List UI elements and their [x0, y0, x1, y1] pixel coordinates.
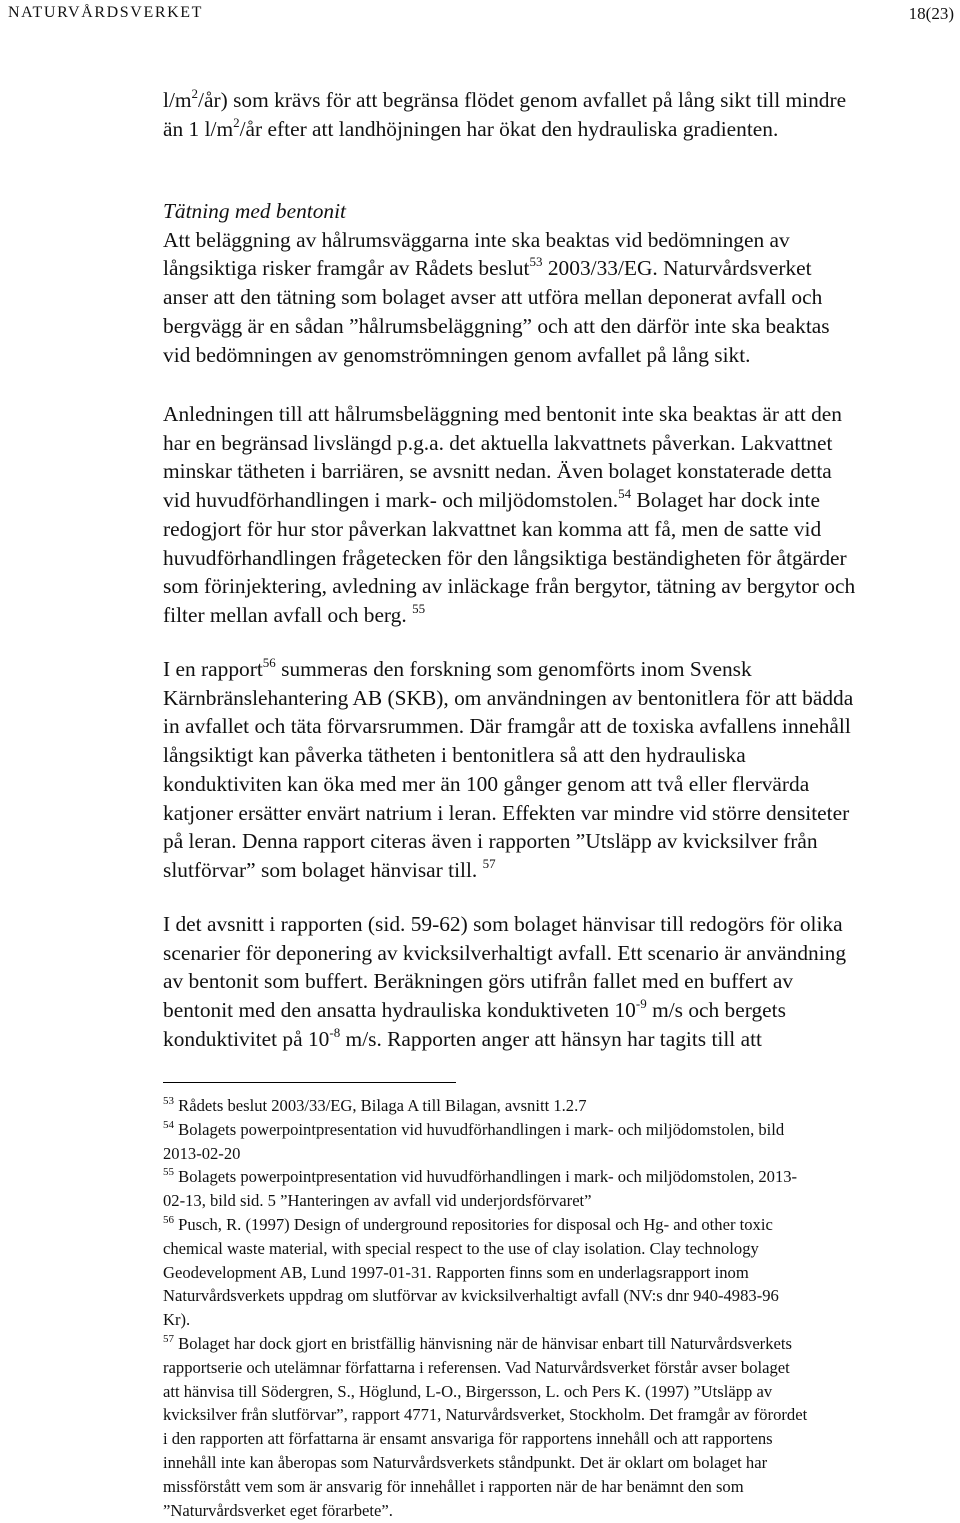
footnote-text: att hänvisa till Södergren, S., Höglund, L-O., Birgersson, L. och Pers K. (1997) ”Utsläpp av — [163, 1381, 773, 1401]
text-line: av bentonit som buffert. Beräkningen görs utifrån fallet med en buffert av — [163, 969, 794, 994]
footnote-number: 56 — [163, 1213, 174, 1226]
text-line: minskar tätheten i barriären, se avsnitt nedan. Även bolaget konstaterade detta — [163, 459, 832, 484]
footnote-text: rapportserie och utelämnar författarna i referensen. Vad Naturvårdsverket förstår avser bolaget — [163, 1357, 790, 1377]
footnote-text: ”Naturvårdsverket eget förarbete”. — [163, 1500, 393, 1520]
text-line — [163, 86, 958, 115]
text-run: bentonit med den ansatta hydrauliska konduktiveten 10 — [163, 998, 636, 1023]
superscript: -9 — [635, 996, 647, 1012]
text-line: scenarier för deponering av kvicksilverhaltigt avfall. Ett scenario är användning — [163, 940, 847, 965]
text-line — [163, 996, 958, 1025]
text-line: redogjort för hur stor påverkan lakvattnet kan komma att få, men de satte vid — [163, 516, 822, 541]
footnote-ref-53[interactable]: 53 — [529, 254, 543, 270]
text-run: summeras den forskning som genomförts inom Svensk — [275, 657, 752, 681]
footnote-text: Geodevelopment AB, Lund 1997-01-31. Rapporten finns som en underlagsrapport inom — [163, 1262, 749, 1282]
text-line — [163, 486, 958, 515]
text-run: /år) som krävs för att begränsa flödet genom avfallet på lång sikt till mindre — [198, 88, 847, 112]
footnote-number: 57 — [163, 1332, 174, 1345]
footnote-text: Kr). — [163, 1310, 191, 1330]
footnote-54 — [163, 1118, 953, 1142]
footnote-text: Rådets beslut 2003/33/EG, Bilaga A till Bilagan, avsnitt 1.2.7 — [174, 1096, 587, 1115]
paragraph-2 — [163, 197, 958, 369]
text-line: Kärnbränslehantering AB (SKB), om användningen av bentonitlera för att bädda — [163, 685, 854, 710]
footnote-55 — [163, 1165, 953, 1189]
footnote-57 — [163, 1332, 953, 1356]
text-line: anser att den tätning som bolaget avser att utföra mellan deponerat avfall och — [163, 285, 823, 310]
text-line: på leran. Denna rapport citeras även i rapporten ”Utsläpp av kvicksilver från — [163, 829, 818, 854]
text-run: m/s och bergets — [646, 998, 786, 1023]
paragraph-5 — [163, 910, 958, 1054]
text-line: som förinjektering, avledning av inläckage från bergytor, tätning av bergytor och — [163, 574, 856, 599]
text-run: filter mellan avfall och berg. — [163, 602, 407, 627]
text-line: har en begränsad livslängd p.g.a. det aktuella lakvattnets påverkan. Lakvattnet — [163, 430, 833, 455]
superscript: 2 — [191, 86, 199, 101]
footnote-text: i den rapporten att författarna är ensamt ansvariga för rapportens innehåll och att rapportens — [163, 1429, 773, 1449]
text-line: vid bedömningen av genomströmningen genom avfallet på lång sikt. — [163, 342, 751, 367]
footnote-text: chemical waste material, with special respect to the use of clay isolation. Clay technology — [163, 1238, 759, 1258]
footnote-53 — [163, 1094, 953, 1118]
footnote-ref-55[interactable]: 55 — [412, 600, 426, 616]
text-line — [163, 115, 958, 144]
text-run: långsiktiga risker framgår av Rådets beslut — [163, 256, 530, 281]
text-line: I det avsnitt i rapporten (sid. 59-62) som bolaget hänvisar till redogörs för olika — [163, 912, 843, 936]
text-run: I en rapport — [163, 657, 263, 681]
text-line — [163, 254, 958, 283]
text-line — [163, 601, 958, 630]
text-line — [163, 856, 958, 885]
text-run: 2003/33/EG. Naturvårdsverket — [542, 256, 812, 281]
text-line: långsiktigt kan påverka tätheten i bentonitlera så att den hydrauliska — [163, 743, 746, 768]
text-run: /år efter att landhöjningen har ökat den hydrauliska gradienten. — [239, 116, 779, 141]
footnote-text: Pusch, R. (1997) Design of underground repositories for disposal och Hg- and other toxic — [174, 1214, 773, 1234]
text-line: Anledningen till att hålrumsbeläggning med bentonit inte ska beaktas är att den — [163, 402, 842, 426]
footnote-text: Bolaget har dock gjort en bristfällig hänvisning när de hänvisar enbart till Naturvårdsverkets — [174, 1333, 792, 1353]
footnote-number: 54 — [163, 1118, 174, 1131]
footnote-text: 02-13, bild sid. 5 ”Hanteringen av avfall vid underjordsförvaret” — [163, 1191, 592, 1211]
paragraph-4 — [163, 655, 958, 885]
footnote-text: Bolagets powerpointpresentation vid huvudförhandlingen i mark- och miljödomstolen, bild — [174, 1119, 785, 1139]
footnote-number: 53 — [163, 1095, 174, 1107]
superscript: 2 — [233, 114, 240, 130]
text-run: än 1 l/m — [163, 116, 234, 141]
footnote-text: Naturvårdsverkets uppdrag om slutförvar av kvicksilverhaltigt avfall (NV:s dnr 940-4983-96 — [163, 1286, 779, 1306]
text-run: m/s. Rapporten anger att hänsyn har tagits till att — [340, 1026, 762, 1051]
text-line: katjoner ersätter envärt natrium i leran. Effekten var mindre vid större densiteter — [163, 800, 850, 825]
text-line — [163, 655, 958, 684]
text-run: slutförvar” som bolaget hänvisar till. — [163, 857, 478, 882]
text-line: bergvägg är en sådan ”hålrumsbeläggning” och att den därför inte ska beaktas — [163, 313, 830, 338]
superscript: -8 — [329, 1024, 341, 1040]
footnote-text: kvicksilver från slutförvar”, rapport 4771, Naturvårdsverket, Stockholm. Det framgår av förordet — [163, 1405, 808, 1425]
text-run: l/m — [163, 88, 192, 112]
text-line: huvudförhandlingen frågetecken för den långsiktiga beständigheten för åtgärder — [163, 545, 847, 570]
text-line: Att beläggning av hålrumsväggarna inte ska beaktas vid bedömningen av — [163, 227, 790, 252]
footnote-text: innehåll inte kan åberopas som Naturvårdsverkets ståndpunkt. Det är oklart om bolaget har — [163, 1452, 768, 1472]
paragraph-1 — [163, 86, 958, 143]
footnote-56 — [163, 1213, 953, 1237]
text-run: konduktivitet på 10 — [163, 1026, 330, 1051]
footnote-text: missförstått vem som är ansvarig för innehållet i rapporten när de har benämnt den som — [163, 1476, 744, 1496]
text-line: konduktiviten kan öka med mer än 100 gånger genom att två eller flervärda — [163, 771, 810, 796]
footnotes — [163, 1094, 953, 1522]
text-run: Bolaget har dock inte — [631, 488, 820, 513]
text-line — [163, 1025, 958, 1054]
footnote-text: 2013-02-20 — [163, 1143, 241, 1163]
text-line: in avfallet och täta förvarsrummen. Där framgår att de toxiska avfallens innehåll — [163, 714, 851, 739]
section-heading: Tätning med bentonit — [163, 199, 347, 223]
header-agency: NATURVÅRDSVERKET — [8, 4, 203, 21]
footnote-separator — [163, 1082, 456, 1083]
footnote-ref-54[interactable]: 54 — [618, 486, 632, 502]
footnote-ref-56[interactable]: 56 — [262, 655, 276, 670]
text-run: vid huvudförhandlingen i mark- och miljödomstolen. — [163, 488, 619, 513]
footnote-text: Bolagets powerpointpresentation vid huvudförhandlingen i mark- och miljödomstolen, 2013- — [174, 1167, 798, 1187]
page-number: 18(23) — [908, 4, 954, 23]
footnote-number: 55 — [163, 1166, 174, 1179]
footnote-ref-57[interactable]: 57 — [482, 855, 496, 871]
paragraph-3 — [163, 400, 958, 630]
